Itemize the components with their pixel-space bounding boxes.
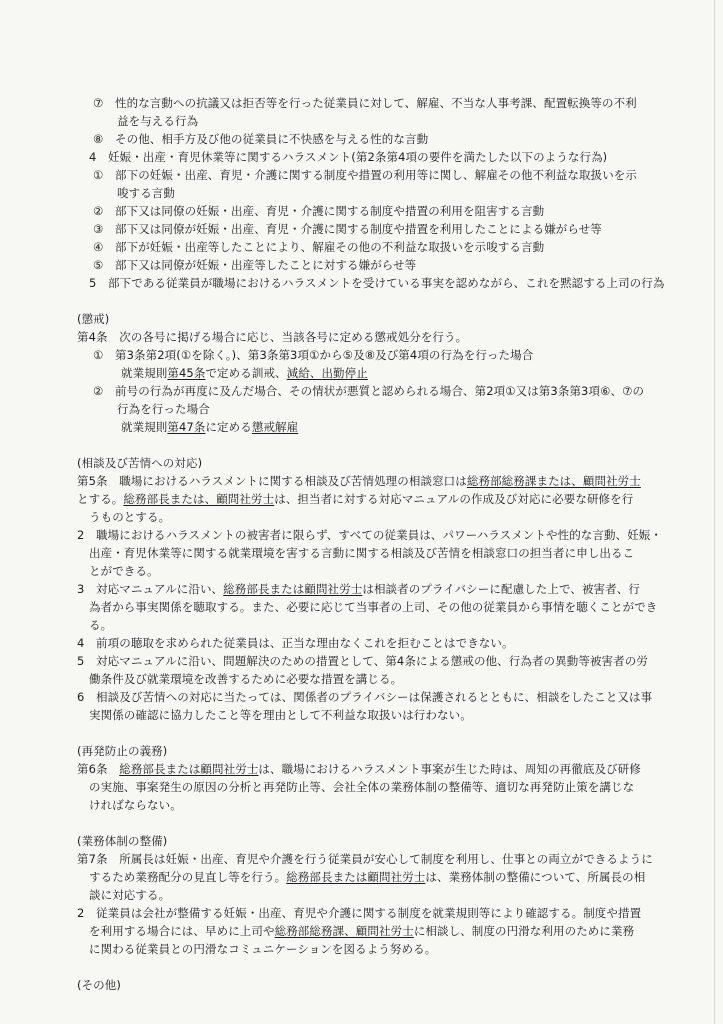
text-line: ければならない。 bbox=[89, 798, 182, 812]
text-line: ① 部下の妊娠・出産、育児・介護に関する制度や措置の利用等に関し、解雇その他不利益な取扱いを示 bbox=[93, 168, 638, 182]
section-heading: (その他) bbox=[77, 978, 121, 992]
text-line: 談に対応する。 bbox=[89, 888, 171, 902]
text-line: 6 相談及び苦情への対応に当たっては、関係者のプライバシーは保護されるとともに、相談をしたこと又は事 bbox=[77, 690, 653, 704]
underlined-term: 総務部総務課または、顧問社労士 bbox=[466, 474, 641, 488]
text-line: 益を与える行為 bbox=[117, 114, 199, 128]
text-line: ⑦ 性的な言動への抗議又は拒否等を行った従業員に対して、解雇、不当な人事考課、配置転換等の不利 bbox=[93, 96, 637, 110]
text-line: 5 部下である従業員が職場におけるハラスメントを受けている事実を認めながら、これを黙認する上司の行為 bbox=[89, 276, 665, 290]
text-line: 為者から事実関係を聴取する。また、必要に応じて当事者の上司、その他の従業員から事情を聴くことができ bbox=[89, 600, 658, 614]
underlined-term: 総務部長または顧問社労士 bbox=[223, 582, 363, 596]
article-line: 第7条 所属長は妊娠・出産、育児や介護を行う従業員が安心して制度を利用し、仕事との両立ができるように bbox=[77, 852, 653, 866]
text-line: ⑧ その他、相手方及び他の従業員に不快感を与える性的な言動 bbox=[93, 132, 429, 146]
article-line: 第6条 総務部長または顧問社労士は、職場におけるハラスメント事案が生じた時は、周知の再徹底及び研修 bbox=[77, 762, 641, 776]
article-line: 第5条 職場におけるハラスメントに関する相談及び苦情処理の相談窓口は総務部総務課または、顧問社労士 bbox=[77, 474, 641, 488]
text-line: る。 bbox=[89, 618, 113, 632]
text-line: 5 対応マニュアルに沿い、問題解決のための措置として、第4条による懲戒の他、行為者の異動等被害者の労 bbox=[77, 654, 648, 668]
underlined-term: 総務部長または顧問社労士 bbox=[286, 870, 426, 884]
text-line: 就業規則第47条に定める懲戒解雇 bbox=[121, 420, 299, 434]
section-heading: (相談及び苦情への対応) bbox=[77, 456, 203, 470]
text-line: 実関係の確認に協力したこと等を理由として不利益な取扱いは行わない。 bbox=[89, 708, 472, 722]
text-line: に関わる従業員との円滑なコミュニケーションを図るよう努める。 bbox=[89, 942, 437, 956]
text-line: うものとする。 bbox=[89, 510, 171, 524]
text-line: 2 従業員は会社が整備する妊娠・出産、育児や介護に関する制度を就業規則等により確認する。制度や措置 bbox=[77, 906, 642, 920]
section-heading: (懲戒) bbox=[77, 312, 110, 326]
underlined-term: 減給、出勤停止 bbox=[286, 366, 368, 380]
text-line: 出産・育児休業等に関する就業環境を害する言動に関する相談及び苦情を相談窓口の担当者に申し出るこ bbox=[89, 546, 635, 560]
text-line: 行為を行った場合 bbox=[117, 402, 210, 416]
underlined-term: 懲戒解雇 bbox=[251, 420, 299, 434]
text-line: ⑤ 部下又は同僚が妊娠・出産等したことに対する嫌がらせ等 bbox=[93, 258, 417, 272]
text-line: 就業規則第45条で定める訓戒、減給、出勤停止 bbox=[121, 366, 368, 380]
text-line: 4 前項の聴取を求められた従業員は、正当な理由なくこれを拒むことはできない。 bbox=[77, 636, 514, 650]
underlined-term: 総務部総務課、顧問社労士 bbox=[274, 924, 414, 938]
text-line: 働条件及び就業環境を改善するために必要な措置を講じる。 bbox=[89, 672, 403, 686]
text-line: を利用する場合には、早めに上司や総務部総務課、顧問社労士に相談し、制度の円滑な利用のために業務 bbox=[89, 924, 635, 938]
text-line: 2 職場におけるハラスメントの被害者に限らず、すべての従業員は、パワーハラスメントや性的な言動、妊娠・ bbox=[77, 528, 662, 542]
underlined-term: 総務部長または顧問社労士 bbox=[119, 762, 259, 776]
text-line: 4 妊娠・出産・育児休業等に関するハラスメント(第2条第4項の要件を満たした以下のような行為) bbox=[89, 150, 608, 164]
text-line: ④ 部下が妊娠・出産等したことにより、解雇その他の不利益な取扱いを示唆する言動 bbox=[93, 240, 545, 254]
text-line: ③ 部下又は同僚が妊娠・出産、育児・介護に関する制度や措置を利用したことによる嫌がらせ等 bbox=[93, 222, 602, 236]
underlined-term: 総務部長または、顧問社労士 bbox=[123, 492, 275, 506]
text-line: するため業務配分の見直し等を行う。総務部長または顧問社労士は、業務体制の整備について、所属長の相 bbox=[89, 870, 646, 884]
text-line: とができる。 bbox=[89, 564, 159, 578]
text-line: 唆する言動 bbox=[117, 186, 175, 200]
underlined-term: 第47条 bbox=[167, 420, 206, 434]
scan-edge-line bbox=[714, 0, 715, 1024]
article-line: 第4条 次の各号に掲げる場合に応じ、当該各号に定める懲戒処分を行う。 bbox=[77, 330, 468, 344]
text-line: ② 前号の行為が再度に及んだ場合、その情状が悪質と認められる場合、第2項①又は第3条第3項⑥、⑦の bbox=[93, 384, 645, 398]
text-line: 3 対応マニュアルに沿い、総務部長または顧問社労士は相談者のプライバシーに配慮した上で、被害者、行 bbox=[77, 582, 640, 596]
underlined-term: 第45条 bbox=[167, 366, 206, 380]
section-heading: (再発防止の義務) bbox=[77, 744, 168, 758]
text-line: ② 部下又は同僚の妊娠・出産、育児・介護に関する制度や措置の利用を阻害する言動 bbox=[93, 204, 545, 218]
section-heading: (業務体制の整備) bbox=[77, 834, 168, 848]
text-line: ① 第3条第2項(①を除く。)、第3条第3項①から⑤及⑧及び第4項の行為を行った場合 bbox=[93, 348, 534, 362]
text-line: とする。総務部長または、顧問社労士は、担当者に対する対応マニュアルの作成及び対応に必要な研修を行 bbox=[77, 492, 634, 506]
text-line: の実施、事案発生の原因の分析と再発防止等、会社全体の業務体制の整備等、適切な再発防止策を講じな bbox=[89, 780, 635, 794]
